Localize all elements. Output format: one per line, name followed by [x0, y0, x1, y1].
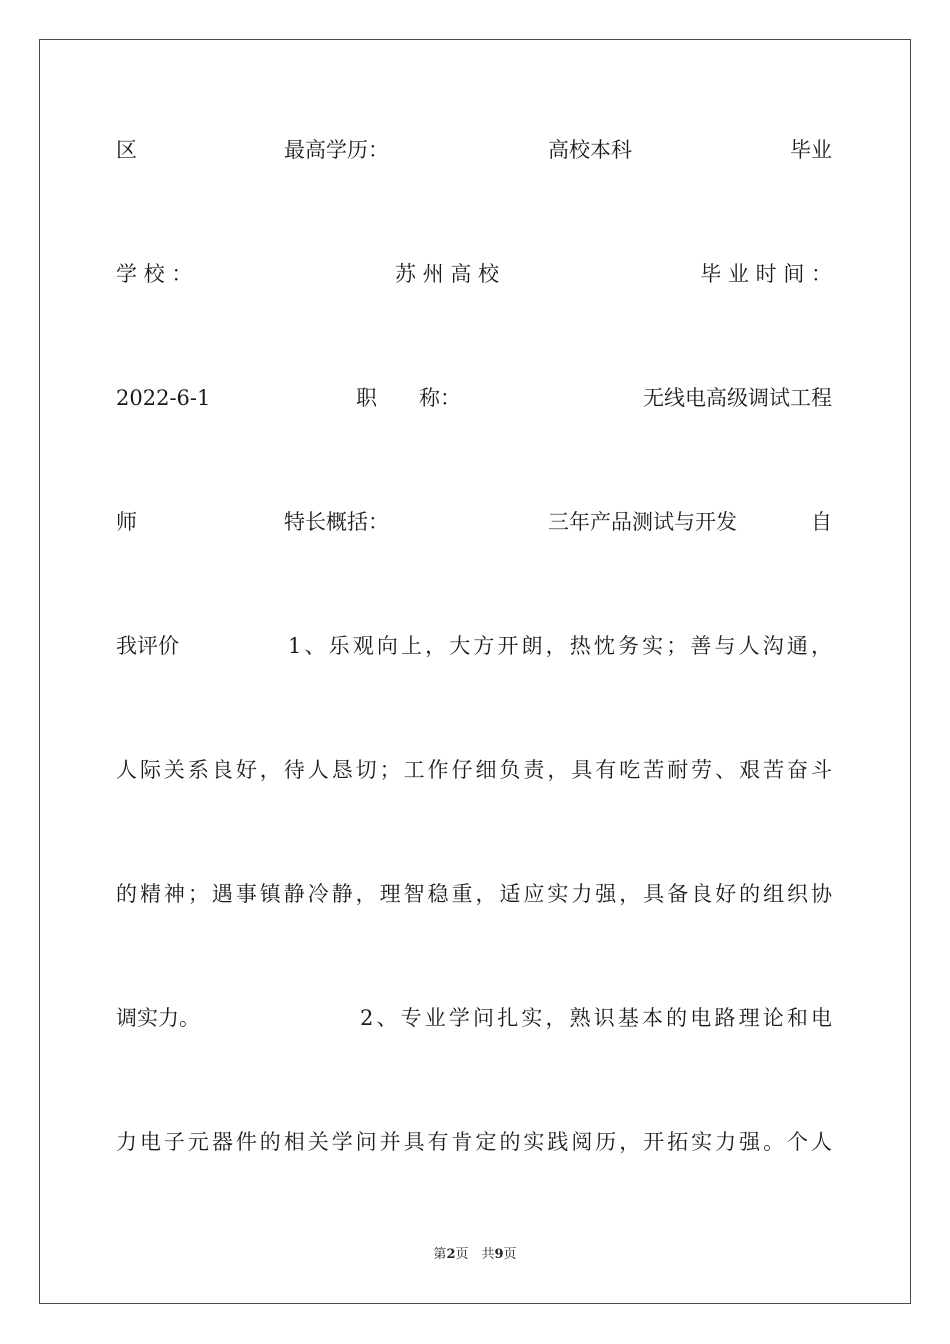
text-line-4 — [116, 507, 832, 537]
line1-label-graduate: 毕业 — [790, 138, 832, 162]
footer-prefix: 第 — [433, 1247, 447, 1262]
footer-current-page: 2 — [446, 1247, 456, 1262]
line2-label-graduation-time: 毕 业 时 间 ： — [700, 262, 832, 286]
line4-text-zi: 自 — [811, 510, 832, 534]
page-footer — [0, 1246, 950, 1264]
text-line-2 — [116, 259, 832, 289]
line1-label-district: 区 — [116, 138, 137, 162]
footer-middle: 页 共 — [455, 1247, 495, 1262]
line5-text-item1: 1、乐观向上，大方开朗，热忱务实；善与人沟通， — [288, 634, 836, 658]
line2-value-school: 苏 州 高 校 — [395, 262, 500, 286]
line3-value-date: 2022-6-1 — [116, 386, 211, 410]
text-line-1 — [116, 135, 832, 165]
text-line-7 — [116, 879, 835, 909]
line5-label-self-evaluation: 我评价 — [116, 634, 179, 658]
line7-text: 的精神；遇事镇静冷静，理智稳重，适应实力强，具备良好的组织协 — [116, 882, 835, 906]
line3-label-title: 职 称： — [356, 386, 461, 410]
footer-total-pages: 9 — [494, 1247, 504, 1262]
page-border — [39, 39, 911, 1304]
line8-text-item2: 2、专业学问扎实，熟识基本的电路理论和电 — [360, 1006, 836, 1030]
text-line-8 — [116, 1003, 836, 1033]
line4-label-specialty: 特长概括： — [284, 510, 389, 534]
line4-text-shi: 师 — [116, 510, 137, 534]
line1-value-education: 高校本科 — [548, 138, 632, 162]
text-line-6 — [116, 755, 835, 785]
line8-text-ability: 调实力。 — [116, 1006, 200, 1030]
line1-label-education: 最高学历： — [284, 138, 389, 162]
line9-text: 力电子元器件的相关学问并具有肯定的实践阅历，开拓实力强。个人 — [116, 1130, 835, 1154]
text-line-3 — [116, 383, 832, 413]
footer-suffix: 页 — [503, 1247, 517, 1262]
text-line-5 — [116, 631, 836, 661]
line2-label-school: 学 校 ： — [116, 262, 193, 286]
line4-value-specialty: 三年产品测试与开发 — [548, 510, 737, 534]
line6-text: 人际关系良好，待人恳切；工作仔细负责，具有吃苦耐劳、艰苦奋斗 — [116, 758, 835, 782]
line3-value-title: 无线电高级调试工程 — [643, 386, 832, 410]
text-line-9 — [116, 1127, 835, 1157]
